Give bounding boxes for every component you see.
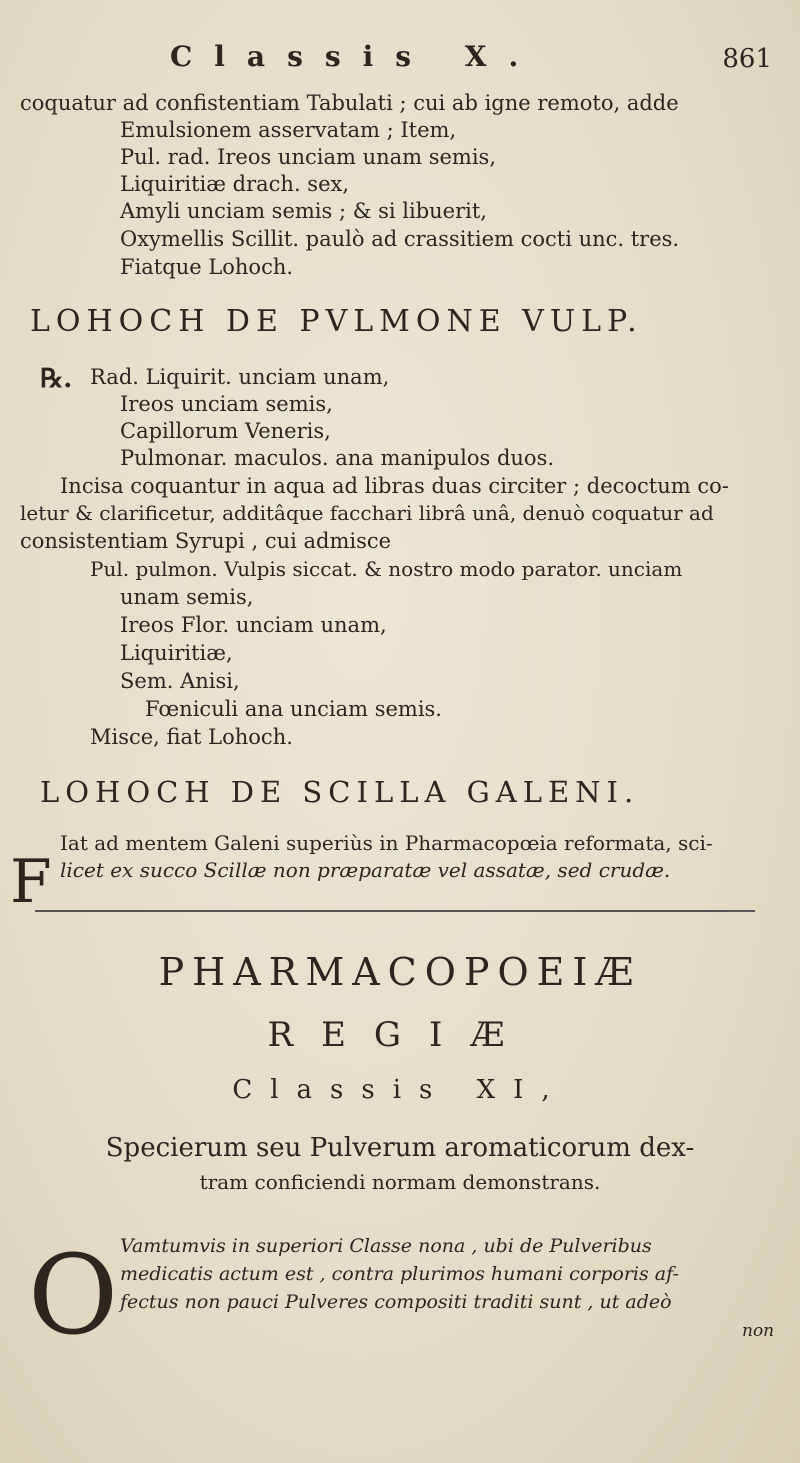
text-line: Fiatque Lohoch.	[120, 255, 294, 279]
text-line: Liquiritiæ drach. sex,	[120, 172, 350, 196]
text-line: consistentiam Syrupi , cui admisce	[20, 529, 392, 553]
page-number: 861	[722, 44, 772, 74]
divider	[35, 910, 755, 912]
text-line: Pul. pulmon. Vulpis siccat. & nostro modo parator. unciam	[90, 557, 683, 581]
header-title: Classis X.	[170, 40, 541, 73]
text-line: Amyli unciam semis ; & si libuerit,	[120, 199, 487, 223]
text-line: Sem. Anisi,	[120, 669, 240, 693]
text-line: Fœniculi ana unciam semis.	[145, 697, 442, 721]
class-title: Classis XI,	[232, 1075, 568, 1105]
text-line: medicatis actum est , contra plurimos humani corporis af-	[120, 1263, 679, 1285]
text-line: Liquiritiæ,	[120, 641, 233, 665]
text-line: Incisa coquantur in aqua ad libras duas circiter ; decoctum co-	[60, 474, 729, 498]
text-line: Misce, fiat Lohoch.	[90, 725, 293, 749]
text-line: licet ex succo Scillæ non præparatæ vel assatæ, sed crudæ.	[60, 858, 671, 882]
main-title-sub: REGIÆ	[267, 1015, 533, 1055]
text-line: fectus non pauci Pulveres compositi traditi sunt , ut adeò	[120, 1291, 672, 1313]
running-header	[170, 40, 780, 80]
text-line: Capillorum Veneris,	[120, 419, 331, 443]
recipe-symbol: ℞.	[40, 364, 73, 394]
text-line: Vamtumvis in superiori Classe nona , ubi de Pulveribus	[120, 1235, 652, 1257]
text-line: Iat ad mentem Galeni superiùs in Pharmacopœia reformata, sci-	[60, 831, 713, 855]
text-line: Ireos unciam semis,	[120, 392, 333, 416]
text-line: Ireos Flor. unciam unam,	[120, 613, 387, 637]
subtitle: Specierum seu Pulverum aromaticorum dex-	[105, 1133, 695, 1163]
drop-cap: O	[28, 1231, 119, 1359]
main-title: PHARMACOPOEIÆ	[158, 950, 642, 994]
text-line: Pul. rad. Ireos unciam unam semis,	[120, 145, 497, 169]
text-line: Oxymellis Scillit. paulò ad crassitiem cocti unc. tres.	[120, 227, 680, 251]
drop-cap: F	[10, 847, 52, 917]
text-line: coquatur ad confistentiam Tabulati ; cui ab igne remoto, adde	[20, 91, 679, 115]
text-line: letur & clarificetur, additâque facchari librâ unâ, denuò coquatur ad	[20, 501, 714, 525]
catchword: non	[742, 1321, 775, 1341]
text-line: Emulsionem asservatam ; Item,	[120, 118, 457, 142]
subtitle: tram conficiendi normam demonstrans.	[199, 1170, 601, 1194]
text-line: Rad. Liquirit. unciam unam,	[90, 365, 390, 389]
section-heading: LOHOCH DE PVLMONE VULP.	[30, 304, 643, 339]
text-line: Pulmonar. maculos. ana manipulos duos.	[120, 446, 555, 470]
text-line: unam semis,	[120, 585, 254, 609]
section-heading: LOHOCH DE SCILLA GALENI.	[40, 775, 640, 809]
